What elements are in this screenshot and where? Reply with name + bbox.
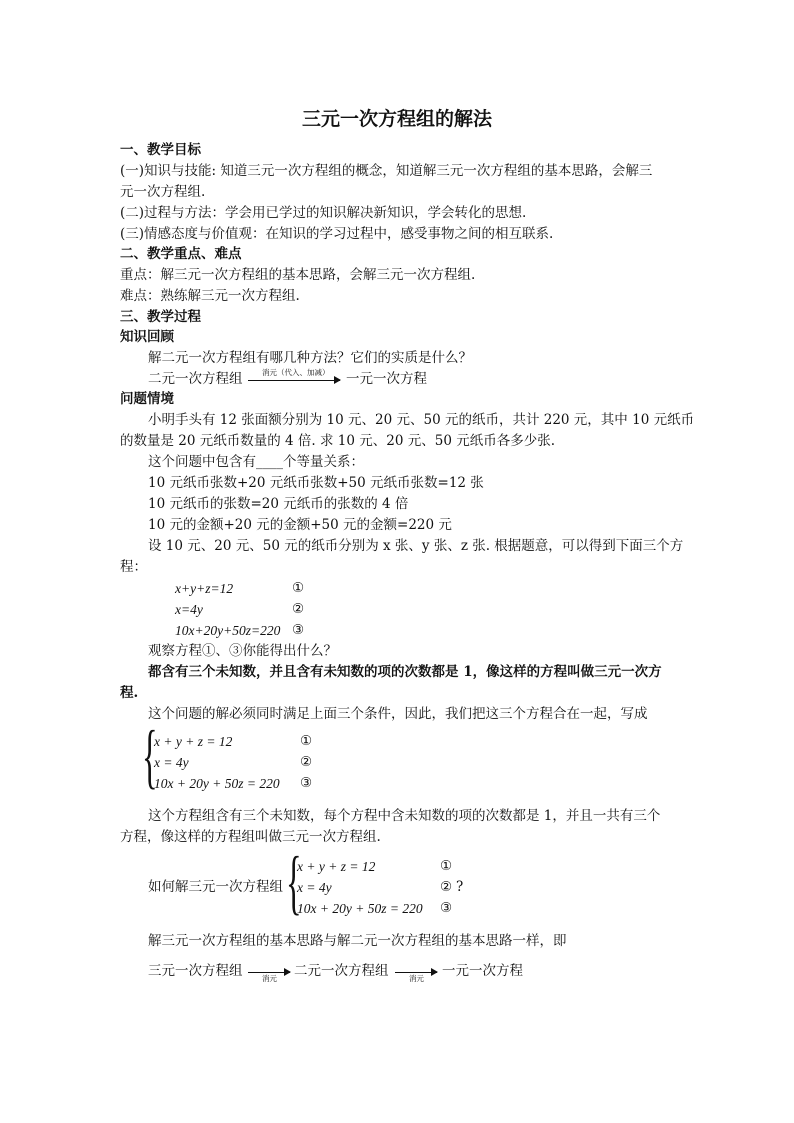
page-title: 三元一次方程组的解法 bbox=[301, 108, 492, 130]
combine-text: 这个问题的解必须同时满足上面三个条件，因此，我们把这三个方程合在一起，写成 bbox=[148, 706, 648, 722]
chain-arrow-2 bbox=[395, 972, 437, 973]
chain-one-variable: 一元一次方程 bbox=[442, 963, 523, 979]
objective-1-line1: (一)知识与技能: 知道三元一次方程组的概念，知道解三元一次方程组的基本思路，会解三 bbox=[120, 163, 653, 179]
review-to: 一元一次方程 bbox=[346, 371, 427, 387]
chain-three-variable: 三元一次方程组 bbox=[148, 963, 243, 979]
objective-1-line2: 元一次方程组. bbox=[120, 184, 206, 200]
key-point-text: 重点：解三元一次方程组的基本思路，会解三元一次方程组. bbox=[120, 267, 476, 283]
problem-line2: 的数量是 20 元纸币数量的 4 倍. 求 10 元、20 元、50 元纸币各多少张. bbox=[120, 433, 556, 449]
review-heading: 知识回顾 bbox=[120, 329, 174, 345]
system-2-question-mark: ? bbox=[456, 879, 464, 895]
observe-question: 观察方程①、③你能得出什么？ bbox=[148, 643, 337, 659]
review-arrow bbox=[248, 380, 340, 381]
problem-heading: 问题情境 bbox=[120, 391, 174, 407]
system-1-brace: { bbox=[142, 716, 158, 796]
relations-question: 这个问题中包含有____个等量关系： bbox=[148, 454, 364, 470]
difficulty-text: 难点：熟练解三元一次方程组. bbox=[120, 288, 300, 304]
definition-1-line2: 程. bbox=[120, 685, 139, 701]
equation-1-mark: ① bbox=[292, 580, 305, 596]
system-2-eq1: x + y + z = 12 bbox=[297, 859, 376, 874]
system-1-eq1: x + y + z = 12 bbox=[154, 734, 233, 749]
equation-3: 10x+20y+50z=220 bbox=[175, 623, 281, 638]
relation-1: 10 元纸币张数+20 元纸币张数+50 元纸币张数=12 张 bbox=[148, 475, 484, 491]
system-1-eq3: 10x + 20y + 50z = 220 bbox=[154, 776, 280, 791]
how-to-solve-label: 如何解三元一次方程组 bbox=[148, 879, 283, 895]
system-2-eq3: 10x + 20y + 50z = 220 bbox=[297, 901, 423, 916]
definition-2-line1: 这个方程组含有三个未知数，每个方程中含未知数的项的次数都是 1，并且一共有三个 bbox=[148, 808, 661, 824]
problem-line1: 小明手头有 12 张面额分别为 10 元、20 元、50 元的纸币，共计 220 元，其中 10 元纸币 bbox=[148, 412, 695, 428]
section-heading-process: 三、教学过程 bbox=[120, 309, 201, 325]
definition-1-line1: 都含有三个未知数，并且含有未知数的项的次数都是 1，像这样的方程叫做三元一次方 bbox=[148, 664, 662, 680]
chain-arrow-1-label: 消元 bbox=[262, 974, 277, 983]
equation-2-mark: ② bbox=[292, 601, 305, 617]
setup-line1: 设 10 元、20 元、50 元的纸币分别为 x 张、y 张、z 张. 根据题意，可以得到下面三个方 bbox=[148, 538, 684, 554]
setup-line2: 程： bbox=[120, 559, 147, 575]
relation-3: 10 元的金额+20 元的金额+50 元的金额=220 元 bbox=[148, 517, 452, 533]
relation-2: 10 元纸币的张数=20 元纸币的张数的 4 倍 bbox=[148, 496, 409, 512]
definition-2-line2: 方程，像这样的方程组叫做三元一次方程组. bbox=[120, 829, 381, 845]
chain-arrow-1 bbox=[248, 972, 290, 973]
system-2-mark2: ② bbox=[440, 879, 453, 895]
system-1-eq2: x = 4y bbox=[154, 755, 189, 770]
equation-1: x+y+z=12 bbox=[175, 581, 234, 596]
system-1-mark3: ③ bbox=[300, 775, 313, 791]
section-heading-key-points: 二、教学重点、难点 bbox=[120, 246, 242, 262]
chain-arrow-2-label: 消元 bbox=[409, 974, 424, 983]
basic-idea-text: 解三元一次方程组的基本思路与解二元一次方程组的基本思路一样，即 bbox=[148, 933, 567, 949]
chain-two-variable: 二元一次方程组 bbox=[294, 963, 389, 979]
system-2-brace: { bbox=[286, 842, 302, 922]
review-from: 二元一次方程组 bbox=[148, 371, 243, 387]
system-1-mark2: ② bbox=[300, 754, 313, 770]
system-1-mark1: ① bbox=[300, 733, 313, 749]
system-2-eq2: x = 4y bbox=[297, 880, 332, 895]
system-2-mark3: ③ bbox=[440, 900, 453, 916]
equation-2: x=4y bbox=[175, 602, 203, 617]
section-heading-objectives: 一、教学目标 bbox=[120, 142, 201, 158]
objective-2: (二)过程与方法：学会用已学过的知识解决新知识，学会转化的思想. bbox=[120, 205, 527, 221]
review-question: 解二元一次方程组有哪几种方法？它们的实质是什么？ bbox=[148, 350, 472, 366]
system-2-mark1: ① bbox=[440, 858, 453, 874]
review-arrow-label: 消元（代入、加减） bbox=[262, 368, 330, 377]
objective-3: (三)情感态度与价值观：在知识的学习过程中，感受事物之间的相互联系. bbox=[120, 226, 554, 242]
equation-3-mark: ③ bbox=[292, 622, 305, 638]
